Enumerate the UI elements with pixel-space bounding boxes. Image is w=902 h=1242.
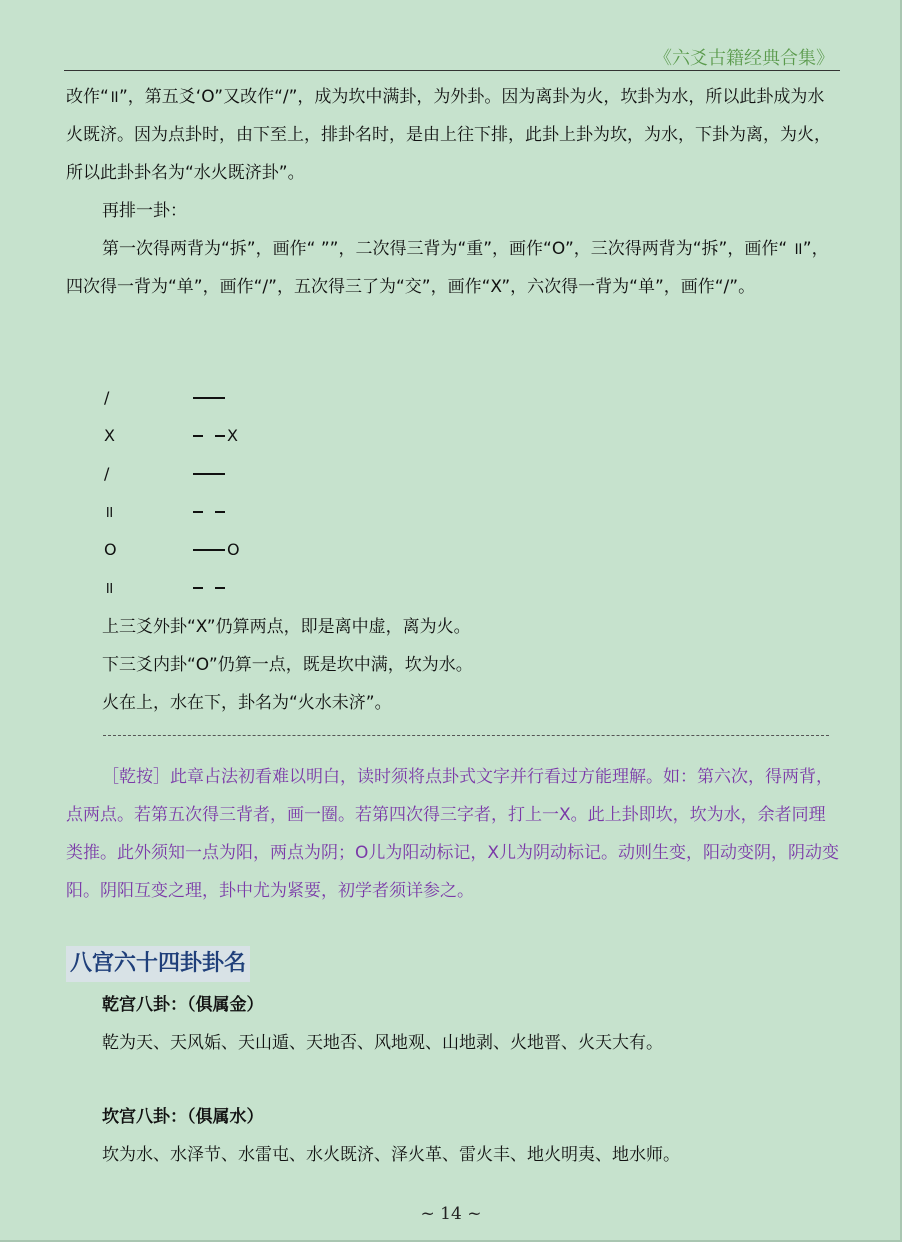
book-title: 《六爻古籍经典合集》 [654,48,834,69]
yao-mark-2: O [104,540,117,559]
yao-mark-4: / [104,464,110,483]
yin-line-right [215,435,225,438]
yang-line [193,549,225,552]
palace-heading-kan: 坎宫八卦：（俱属水） [102,1107,264,1127]
yao-mark-5: X [104,426,115,445]
paragraph-intro: 改作“॥”，第五爻‘O”又改作“/”，成为坎中满卦，为外卦。因为离卦为火，坎卦为水，所以此卦成为水火既济。因为点卦时，由下至上，排卦名时，是由上往下排，此卦上卦为坎，为水，下卦为离，为火，所以此卦卦名为“水火既济卦”。 [66,87,831,183]
palace-heading-qian: 乾宫八卦：（俱属金） [102,995,264,1015]
paragraph-rearrange: 再排一卦： [102,201,187,221]
yin-line-left [193,587,203,590]
editor-note: ［乾按］此章占法初看难以明白，读时须将点卦式文字并行看过方能理解。如：第六次，得两背，点两点。若第五次得三背者，画一圈。若第四次得三字者，打上一X。此上卦即坎，坎为水，余者同理类推。此外须知一点为阳，两点为阴；O儿为阳动标记，X儿为阴动标记。动则生变，阳动变阴，阴动变阳。阴阳互变之理，卦中尤为紧要，初学者须详参之。 [66,767,840,901]
yao-line-1 [193,578,225,598]
yin-line-left [193,511,203,514]
paragraph-casting: 第一次得两背为“拆”，画作“ ””，二次得三背为“重”，画作“O”，三次得两背为“拆”，画作“ ॥”，四次得一背为“单”，画作“/”，五次得三了为“交”，画作“X”，六次得一背为“单”，画作“/”。 [66,239,829,297]
yao-line-3 [193,502,225,522]
page-number: ~ 14 ~ [420,1204,482,1224]
section-heading: 八宫六十四卦卦名 [66,946,250,982]
yao-line-5 [193,426,238,446]
explanation-line-2: 下三爻内卦“O”仍算一点，既是坎中满，坎为水。 [102,655,473,675]
header-rule [64,70,840,71]
palace-list-qian: 乾为天、天风姤、天山遁、天地否、风地观、山地剥、火地晋、火天大有。 [102,1033,663,1053]
yin-line-left [193,435,203,438]
dashed-divider [103,735,829,736]
yin-line-right [215,587,225,590]
yao-mark-3: ॥ [104,502,114,521]
yao-mark-6: / [104,388,110,407]
yao-mark-1: ॥ [104,578,114,597]
yang-line [193,397,225,400]
yin-line-right [215,511,225,514]
yao-line-4 [193,464,225,484]
explanation-line-3: 火在上，水在下，卦名为“火水未济”。 [102,693,392,713]
yao-line-6 [193,388,225,408]
yao-line-2 [193,540,240,560]
moving-yang-mark: O [227,540,240,559]
explanation-line-1: 上三爻外卦“X”仍算两点，即是离中虚，离为火。 [102,617,471,637]
yang-line [193,473,225,476]
palace-list-kan: 坎为水、水泽节、水雷屯、水火既济、泽火革、雷火丰、地火明夷、地水师。 [102,1145,680,1165]
moving-yin-mark: X [227,426,238,445]
